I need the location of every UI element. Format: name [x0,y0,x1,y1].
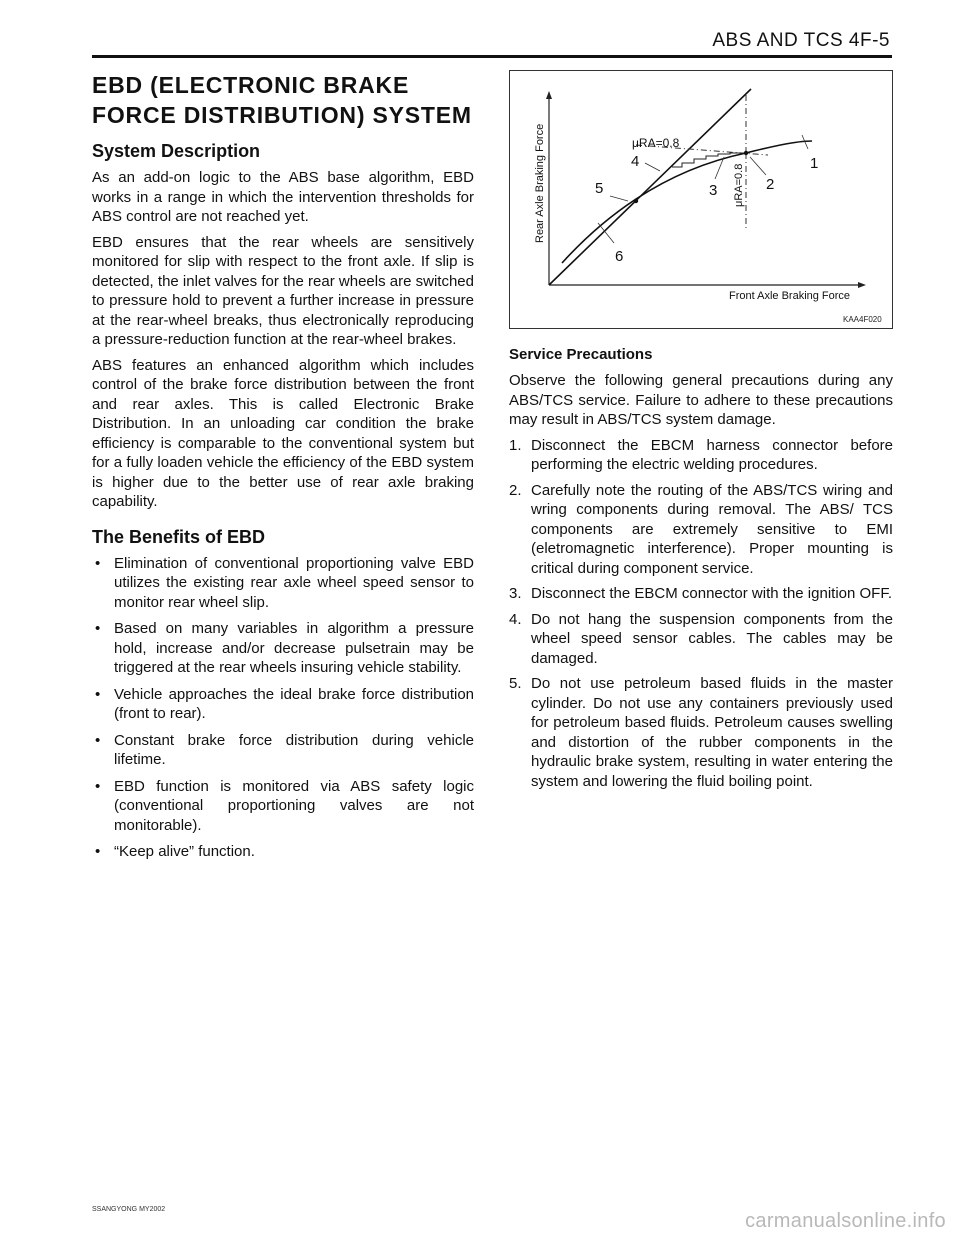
callout-leader [750,157,766,175]
callout-5: 5 [595,180,604,197]
watermark: carmanualsonline.info [745,1210,946,1232]
list-item [509,610,893,669]
bullet-icon: • [95,620,101,637]
diagram-svg [510,71,894,330]
bullet-icon: • [95,777,101,795]
y-axis-label: Rear Axle Braking Force [534,123,546,243]
list-item-text: Do not hang the suspension components from the wheel speed sensor cables. The cables may be damaged. [531,610,893,667]
list-item-number: 2. [509,481,522,499]
list-item-text: Based on many variables in algorithm a pressure hold, increase and/or decrease pulsetrain may be triggered at the rear wheels insuring vehicle stability. [114,620,474,676]
section-title [92,70,474,130]
list-item [92,842,474,862]
x-axis-label: Front Axle Braking Force [729,290,851,302]
paragraph: EBD ensures that the rear wheels are sensitively monitored for slip with respect to the front axle. If slip is detected, the inlet valves for the rear wheels are switched to pressure hold to prevent a further increase in pressure at the rear-wheel breaks, thus electronically reproducing a pressure-reduction function at the rear-wheel brakes. [92,233,474,348]
paragraph: ABS features an enhanced algorithm which includes control of the brake force distribution between the front and rear axles. This is called Electronic Brake Distribution. In an unloading car condition the brake efficiency is comparable to the conventional system but for a fully loaden vehicle the efficiency of the EBD system is higher due to the better use of rear axle braking capability. [92,356,474,510]
header-rule [92,55,892,58]
figure-code: KAA4F020 [843,315,882,324]
bullet-icon: • [95,554,101,572]
list-item-text: Carefully note the routing of the ABS/TCS wiring and wring components during removal. The ABS/ TCS components are extremely sensitive to EMI (eletromagnetic interference). Proper mounting is critical during component service. [531,481,893,577]
mu-label-top: μRA=0.8 [632,136,680,150]
list-item-text: Disconnect the EBCM harness connector before performing the electric welding procedures. [531,436,893,473]
bullet-icon: • [95,685,101,703]
service-precautions-heading: Service Precautions [509,346,653,363]
benefits-list [92,554,474,862]
list-item [92,777,474,836]
y-axis-arrow-icon [546,91,552,99]
system-description-heading: System Description [92,141,261,161]
mu-label-vertical: μRA=0.8 [733,163,745,207]
page-header-title: ABS AND TCS 4F-5 [712,30,890,51]
ebd-brake-force-diagram [509,70,893,329]
list-item [509,674,893,791]
list-item-number: 4. [509,610,522,628]
section-title-line-1: EBD (ELECTRONIC BRAKE [92,72,410,98]
list-item [509,481,893,579]
list-item-text: Vehicle approaches the ideal brake force distribution (front to rear). [114,685,474,722]
callout-2: 2 [766,176,775,193]
left-column [92,70,474,869]
paragraph: As an add-on logic to the ABS base algorithm, EBD works in a range in which the intervention thresholds for ABS control are not reached yet. [92,169,474,225]
list-item-number: 1. [509,436,522,454]
benefits-heading: The Benefits of EBD [92,526,266,547]
precautions-list [509,436,893,792]
page-footer: SSANGYONG MY2002 [92,1206,166,1213]
intersection-point [634,199,638,203]
list-item [92,731,474,770]
list-item-text: Do not use petroleum based fluids in the master cylinder. Do not use any containers previously used for petroleum based fluids. Petroleum causes swelling and distortion of the rubber components in the hydraulic brake system, resulting in water entering the system and lowering the fluid boiling point. [531,675,893,790]
list-item [509,436,893,475]
list-item-text: Elimination of conventional proportioning valve EBD utilizes the existing rear axle wheel speed sensor to monitor rear wheel slip. [114,554,474,611]
list-item-number: 3. [509,585,522,602]
callout-leader [598,223,614,243]
callout-4: 4 [631,153,640,170]
list-item [509,584,893,604]
bullet-icon: • [95,843,101,860]
list-item [92,554,474,613]
list-item-text: Disconnect the EBCM connector with the ignition OFF. [531,585,892,602]
callout-1: 1 [810,155,819,172]
list-item-text: EBD function is monitored via ABS safety logic (conventional proportioning valves are not monitorable). [114,777,474,834]
service-intro: Observe the following general precautions during any ABS/TCS service. Failure to adhere to these precautions may result in ABS/TCS system damage. [509,372,893,428]
x-axis-arrow-icon [858,282,866,288]
brake-force-curve [562,141,812,263]
callout-3: 3 [709,182,718,199]
intersection-point [744,151,748,155]
section-title-line-2: FORCE DISTRIBUTION) SYSTEM [92,102,472,128]
ideal-distribution-line [549,89,751,285]
bullet-icon: • [95,731,101,749]
list-item [92,685,474,724]
callout-leader [645,163,660,171]
list-item [92,619,474,678]
list-item-number: 5. [509,675,522,692]
right-column [509,345,893,797]
callout-leader [610,196,628,201]
list-item-text: “Keep alive” function. [114,843,255,860]
list-item-text: Constant brake force distribution during vehicle lifetime. [114,731,474,768]
callout-6: 6 [615,248,624,265]
